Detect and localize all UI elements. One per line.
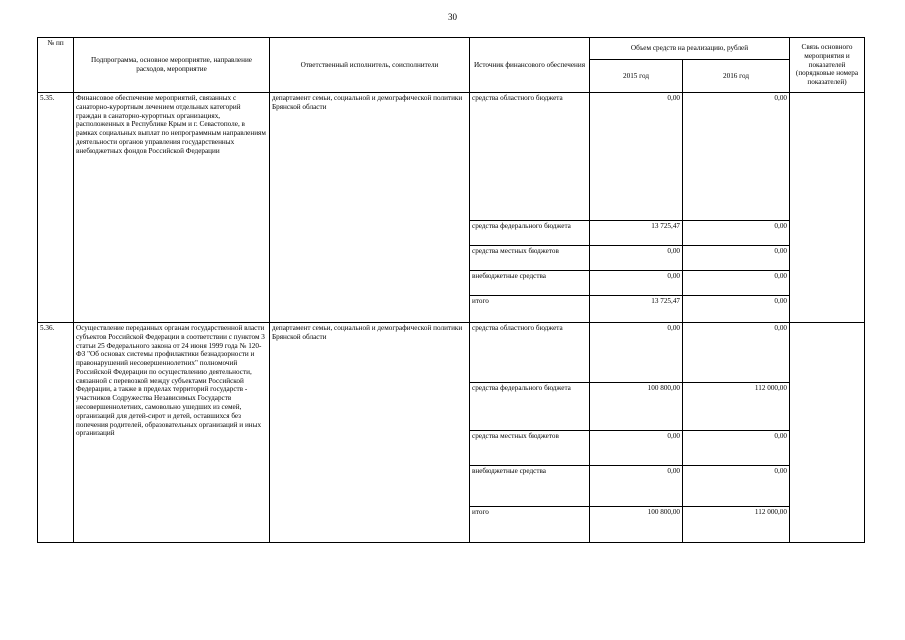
row-executor: департамент семьи, социальной и демографической политики Брянской области	[270, 93, 470, 323]
value-2016: 0,00	[683, 93, 790, 221]
source-name: средства областного бюджета	[470, 93, 590, 221]
row-link	[790, 323, 865, 543]
header-num: № пп	[38, 38, 74, 93]
value-2015: 0,00	[590, 466, 683, 507]
row-executor: департамент семьи, социальной и демографической политики Брянской области	[270, 323, 470, 543]
value-2016: 112 000,00	[683, 383, 790, 431]
source-total: итого	[470, 507, 590, 543]
value-2015: 100 800,00	[590, 383, 683, 431]
source-total: итого	[470, 296, 590, 323]
header-volume: Объем средств на реализацию, рублей	[590, 38, 790, 60]
financing-table	[37, 37, 865, 543]
source-name: внебюджетные средства	[470, 466, 590, 507]
value-2015: 0,00	[590, 431, 683, 466]
row-description: Осуществление переданных органам государственной власти субъектов Российской Федерации в соответствии с пунктом 3 статьи 25 Федерального закона от 24 июня 1999 года № 120-ФЗ "Об основах системы профилактики безнадзорности и правонарушений несовершеннолетних" полномочий Российской Федерации по осуществлению деятельности, связанной с перевозкой между субъектами Российской Федерации, а также в пределах территорий государств - участников Содружества Независимых Государств несовершеннолетних, самовольно ушедших из семей, организаций для детей-сирот и детей, оставшихся без попечения родителей, образовательных организаций и иных организаций	[74, 323, 270, 543]
source-name: средства местных бюджетов	[470, 246, 590, 271]
value-2016: 0,00	[683, 221, 790, 246]
value-2016: 0,00	[683, 323, 790, 383]
value-2016: 0,00	[683, 431, 790, 466]
value-2016: 0,00	[683, 466, 790, 507]
row-number: 5.36.	[38, 323, 74, 543]
table-row	[38, 93, 865, 221]
header-year-2015: 2015 год	[590, 60, 683, 93]
value-2016: 0,00	[683, 271, 790, 296]
header-year-2016: 2016 год	[683, 60, 790, 93]
row-link	[790, 93, 865, 323]
value-2015: 0,00	[590, 323, 683, 383]
source-name: средства федерального бюджета	[470, 221, 590, 246]
header-source: Источник финансового обеспечения	[470, 38, 590, 93]
header-link: Связь основного мероприятия и показателей (порядковые номера показателей)	[790, 38, 865, 93]
value-2015: 0,00	[590, 246, 683, 271]
header-executor: Ответственный исполнитель, соисполнители	[270, 38, 470, 93]
value-2015: 13 725,47	[590, 221, 683, 246]
source-name: средства областного бюджета	[470, 323, 590, 383]
row-description: Финансовое обеспечение мероприятий, связанных с санаторно-курортным лечением отдельных категорий граждан в санаторно-курортных организациях, расположенных в Республике Крым и г. Севастополе, в рамках социальных выплат по непрограммным направлениям деятельности органов управления государственных внебюджетных фондов Российской Федерации	[74, 93, 270, 323]
value-2015: 0,00	[590, 93, 683, 221]
total-2015: 13 725,47	[590, 296, 683, 323]
table-row	[38, 323, 865, 383]
value-2016: 0,00	[683, 246, 790, 271]
header-program: Подпрограмма, основное мероприятие, направление расходов, мероприятие	[74, 38, 270, 93]
total-2015: 100 800,00	[590, 507, 683, 543]
row-number: 5.35.	[38, 93, 74, 323]
total-2016: 0,00	[683, 296, 790, 323]
value-2015: 0,00	[590, 271, 683, 296]
source-name: средства местных бюджетов	[470, 431, 590, 466]
source-name: внебюджетные средства	[470, 271, 590, 296]
page-number: 30	[448, 12, 457, 22]
total-2016: 112 000,00	[683, 507, 790, 543]
source-name: средства федерального бюджета	[470, 383, 590, 431]
